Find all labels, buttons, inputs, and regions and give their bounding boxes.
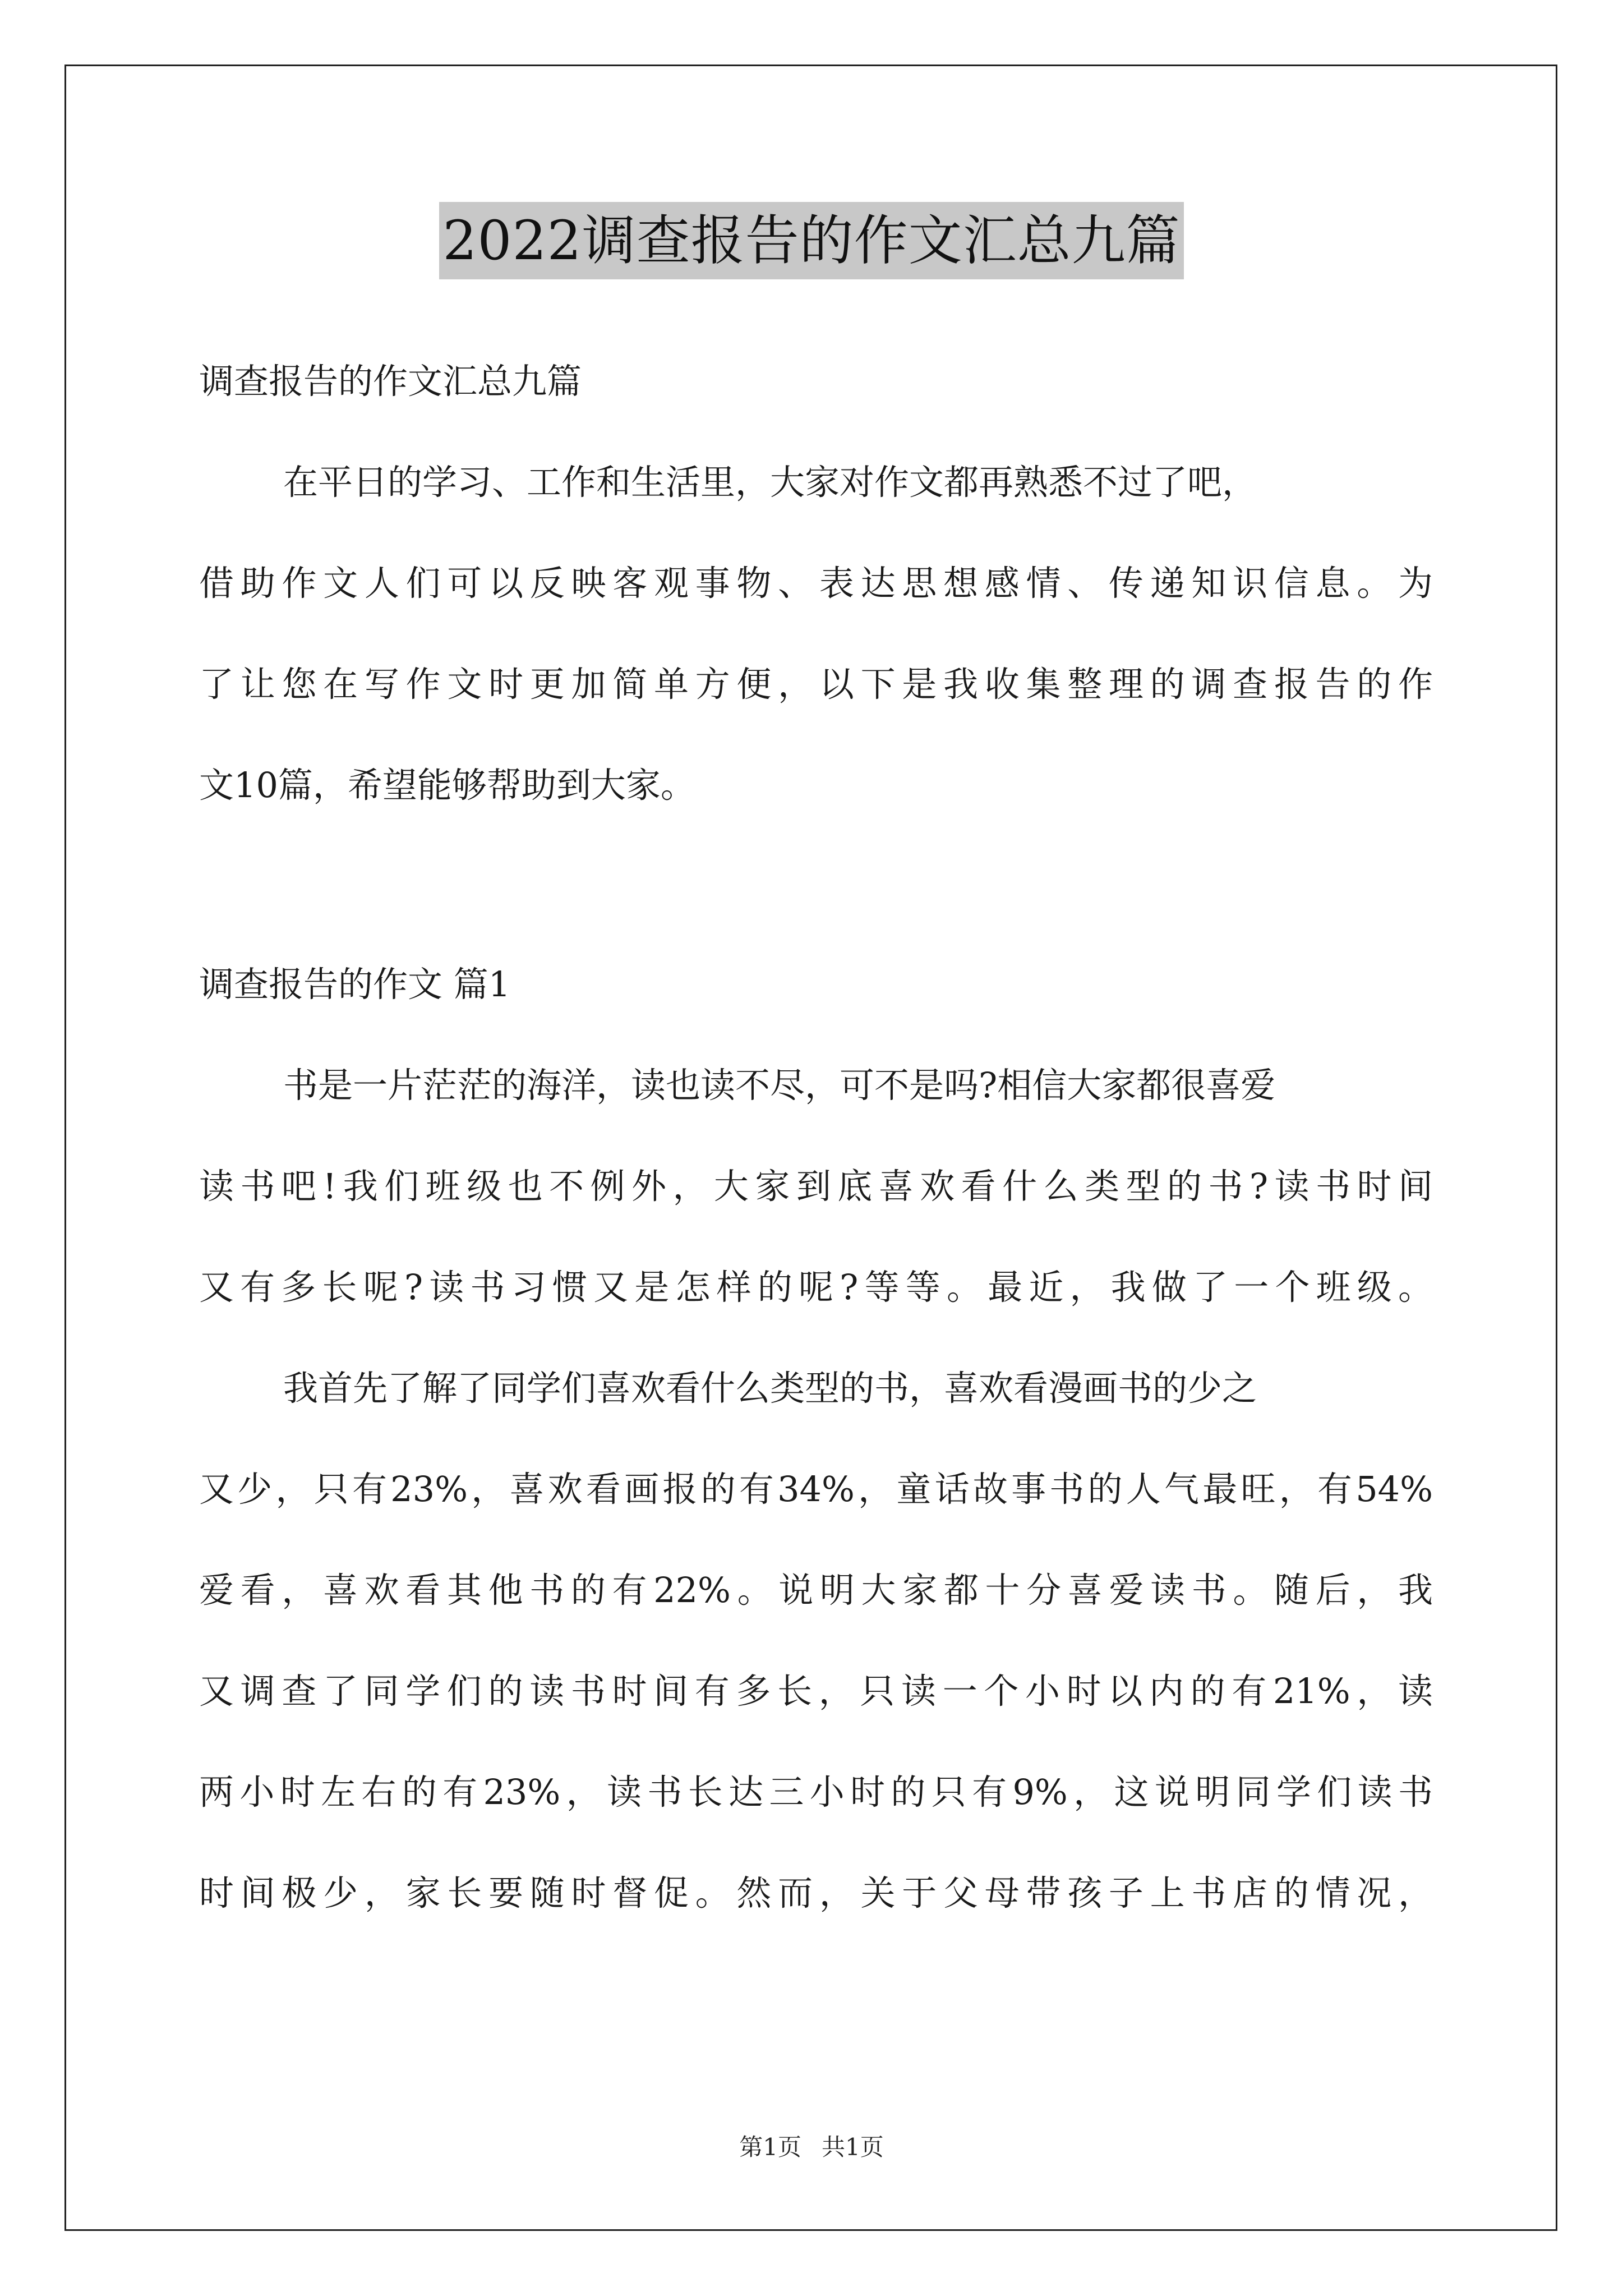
page-total: 共1页 <box>822 2133 884 2161</box>
intro-line: 借助作文人们可以反映客观事物、表达思想感情、传递知识信息。为 <box>199 563 1433 604</box>
document-title: 2022调查报告的作文汇总九篇 <box>439 202 1183 279</box>
paragraph-line: 读书吧!我们班级也不例外，大家到底喜欢看什么类型的书?读书时间 <box>199 1166 1433 1207</box>
document-subtitle: 调查报告的作文汇总九篇 <box>199 361 582 402</box>
paragraph-line: 书是一片茫茫的海洋，读也读不尽，可不是吗?相信大家都很喜爱 <box>283 1065 1276 1106</box>
intro-line: 了让您在写作文时更加简单方便，以下是我收集整理的调查报告的作 <box>199 664 1433 705</box>
paragraph-line: 两小时左右的有23%，读书长达三小时的只有9%，这说明同学们读书 <box>199 1772 1433 1812</box>
intro-line: 在平日的学习、工作和生活里，大家对作文都再熟悉不过了吧， <box>283 462 1257 503</box>
title-container <box>0 202 1623 279</box>
intro-line: 文10篇，希望能够帮助到大家。 <box>199 765 695 806</box>
page-footer <box>0 2131 1623 2164</box>
paragraph-line: 时间极少，家长要随时督促。然而，关于父母带孩子上书店的情况， <box>199 1872 1433 1913</box>
paragraph-line: 爱看，喜欢看其他书的有22%。说明大家都十分喜爱读书。随后，我 <box>199 1570 1433 1611</box>
document-body <box>199 331 1433 1944</box>
paragraph-line: 又调查了同学们的读书时间有多长，只读一个小时以内的有21%，读 <box>199 1671 1433 1711</box>
page-number: 第1页 <box>739 2133 801 2161</box>
section-gap <box>199 836 1433 934</box>
paragraph-line: 又有多长呢?读书习惯又是怎样的呢?等等。最近，我做了一个班级。 <box>199 1267 1433 1308</box>
section-heading: 调查报告的作文 篇1 <box>199 964 511 1005</box>
paragraph-line: 又少，只有23%，喜欢看画报的有34%，童话故事书的人气最旺，有54% <box>199 1469 1433 1510</box>
paragraph-line: 我首先了解了同学们喜欢看什么类型的书，喜欢看漫画书的少之 <box>283 1368 1257 1409</box>
